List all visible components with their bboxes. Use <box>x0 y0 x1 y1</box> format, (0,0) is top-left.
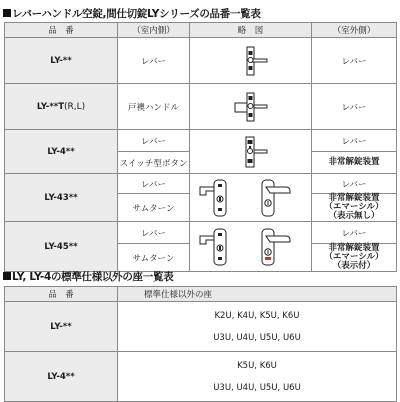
diagram-cell <box>190 38 312 84</box>
diagram-cell <box>190 174 312 222</box>
inner-cell: レバー <box>118 38 190 84</box>
model-code: LY-** <box>50 55 72 66</box>
inner-cell: レバー <box>118 130 190 152</box>
lever-lock-diagram <box>221 41 281 81</box>
header-outer: （室外側） <box>312 23 397 38</box>
model-suffix: (R,L) <box>64 101 86 112</box>
inner-cell: サムターン <box>118 194 190 222</box>
model-code: LY-43** <box>44 192 78 203</box>
plates-line: U3U, U4U, U5U, U6U <box>213 332 301 343</box>
plates-line: K2U, K4U, K5U, K6U <box>214 310 300 321</box>
outer-cell: レバー <box>312 174 397 194</box>
plates-line: U3U, U4U, U5U, U6U <box>213 382 301 393</box>
diagram-cell <box>190 130 312 174</box>
model-code: LY-4** <box>47 371 75 382</box>
model-cell <box>5 352 118 402</box>
model-cell <box>5 302 118 352</box>
section1-title-text: レバーハンドル空錠,間仕切錠LYシリーズの品番一覧表 <box>12 8 261 20</box>
model-cell <box>5 130 118 174</box>
outer-cell: レバー <box>312 222 397 244</box>
header-inner: （室内側） <box>118 23 190 38</box>
button-lock-diagram <box>221 132 281 172</box>
bullet-square-icon <box>3 9 11 17</box>
thumbturn-indicator-lock-diagram <box>192 226 310 268</box>
inner-cell: サムターン <box>118 244 190 272</box>
thumbturn-lock-diagram <box>192 177 310 219</box>
outer-cell: 非常解錠装置 （エマーシル） （表示付） <box>312 244 397 272</box>
model-code: LY-4** <box>47 146 75 157</box>
inner-cell: レバー <box>118 174 190 194</box>
plates-line: K5U, K6U <box>237 360 277 371</box>
inner-cell: レバー <box>118 222 190 244</box>
inner-cell: 戸襖ハンドル <box>118 84 190 130</box>
outer-cell: レバー <box>312 130 397 152</box>
section2-title-text: LY, LY-4の標準仕様以外の座一覧表 <box>12 271 174 283</box>
header-plates: 標準仕様以外の座 <box>118 287 397 302</box>
plates-cell <box>118 352 397 402</box>
header-diagram: 略 図 <box>190 23 312 38</box>
handle-lock-diagram <box>221 87 281 127</box>
model-cell <box>5 222 118 272</box>
model-cell <box>5 38 118 84</box>
plate-table <box>4 286 397 402</box>
product-table <box>4 22 397 272</box>
header-model: 品 番 <box>5 23 118 38</box>
model-cell <box>5 84 118 130</box>
section1-title <box>3 6 261 21</box>
outer-cell: レバー <box>312 38 397 84</box>
plates-cell <box>118 302 397 352</box>
outer-cell: 非常解錠装置 （エマーシル） （表示無し） <box>312 194 397 222</box>
model-code: LY-** <box>50 321 72 332</box>
diagram-cell <box>190 84 312 130</box>
diagram-cell <box>190 222 312 272</box>
model-code: LY-**T <box>36 101 65 112</box>
header-model: 品 番 <box>5 287 118 302</box>
inner-cell: スイッチ型ボタン <box>118 152 190 174</box>
section2-title <box>3 269 173 284</box>
outer-cell: レバー <box>312 84 397 130</box>
model-code: LY-45** <box>44 241 78 252</box>
model-cell <box>5 174 118 222</box>
bullet-square-icon <box>3 272 11 280</box>
outer-cell: 非常解錠装置 <box>312 152 397 174</box>
